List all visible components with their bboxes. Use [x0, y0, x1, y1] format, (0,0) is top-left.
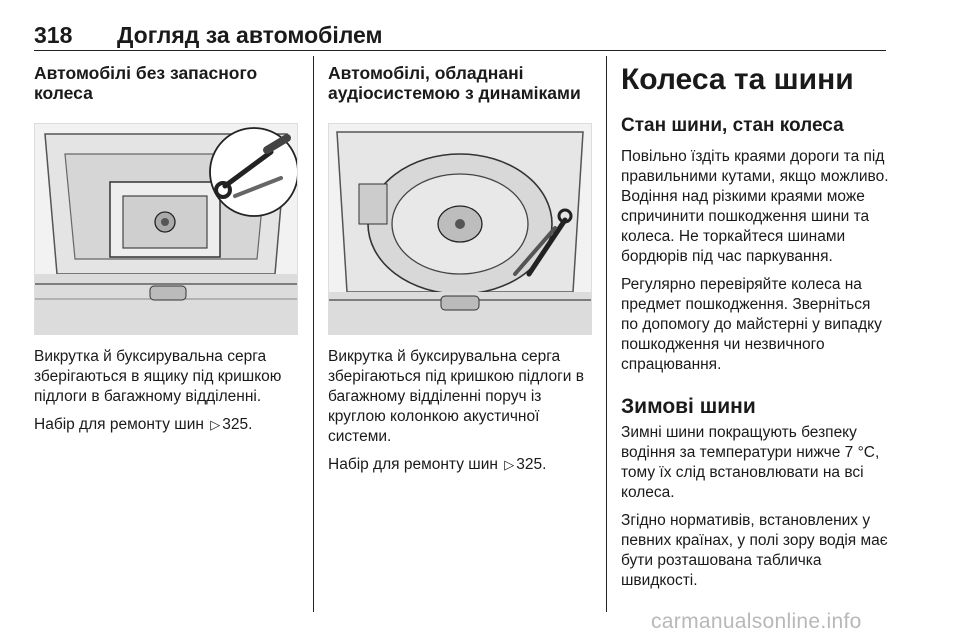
column-divider-2 [606, 56, 607, 612]
middle-heading: Автомобілі, обладнані аудіосистемою з динаміками [328, 63, 581, 103]
middle-ref-text: Набір для ремонту шин [328, 456, 498, 473]
left-ref-page[interactable]: 325. [222, 416, 253, 433]
middle-paragraph-2 [328, 455, 592, 476]
trunk-speaker-illustration [328, 123, 592, 335]
left-paragraph-1: Викрутка й буксирувальна серга зберігаються в ящику під кришкою підлоги в багажному відділенні. [34, 348, 282, 405]
section-heading: Колеса та шини [621, 63, 854, 96]
middle-paragraph-1: Викрутка й буксирувальна серга зберігаються під кришкою підлоги в багажному відділенні поруч із круглою колонкою акустичної системи. [328, 348, 584, 445]
left-heading: Автомобілі без запасного колеса [34, 63, 258, 103]
right-paragraph-3: Зимні шини покращують безпеку водіння за температури нижче 7 °C, тому їх слід встановлювати на всі колеса. [621, 424, 880, 501]
right-paragraph-1: Повільно їздіть краями дороги та під правильними кутами, якщо можливо. Водіння над різкими краями може спричинити пошкодження шини та колеса. Не торкайтеся шинами бордюрів під час паркування. [621, 148, 889, 265]
trunk-spare-well-illustration [34, 123, 298, 335]
right-paragraph-4: Згідно нормативів, встановлених у певних країнах, у полі зору водія має бути розташована табличка швидкості. [621, 512, 888, 589]
watermark: carmanualsonline.info [651, 610, 862, 633]
arrow-reference-icon[interactable]: ▷ [210, 418, 221, 433]
left-paragraph-2 [34, 415, 300, 436]
right-column [621, 63, 889, 591]
left-ref-text: Набір для ремонту шин [34, 416, 204, 433]
section-subheading: Стан шини, стан колеса [621, 115, 844, 136]
page-header [34, 10, 886, 50]
winter-tires-heading: Зимові шини [621, 395, 756, 418]
left-column [34, 63, 300, 436]
right-paragraph-2: Регулярно перевіряйте колеса на предмет пошкодження. Зверніться по допомогу до майстерні у випадку пошкодження чи незвичного спрацювання. [621, 276, 882, 373]
column-divider-1 [313, 56, 314, 612]
middle-ref-page[interactable]: 325. [516, 456, 547, 473]
middle-column [328, 63, 592, 476]
page-number: 318 [34, 22, 73, 48]
header-divider [34, 50, 886, 51]
page-title: Догляд за автомобілем [117, 22, 383, 48]
arrow-reference-icon[interactable]: ▷ [504, 458, 515, 473]
